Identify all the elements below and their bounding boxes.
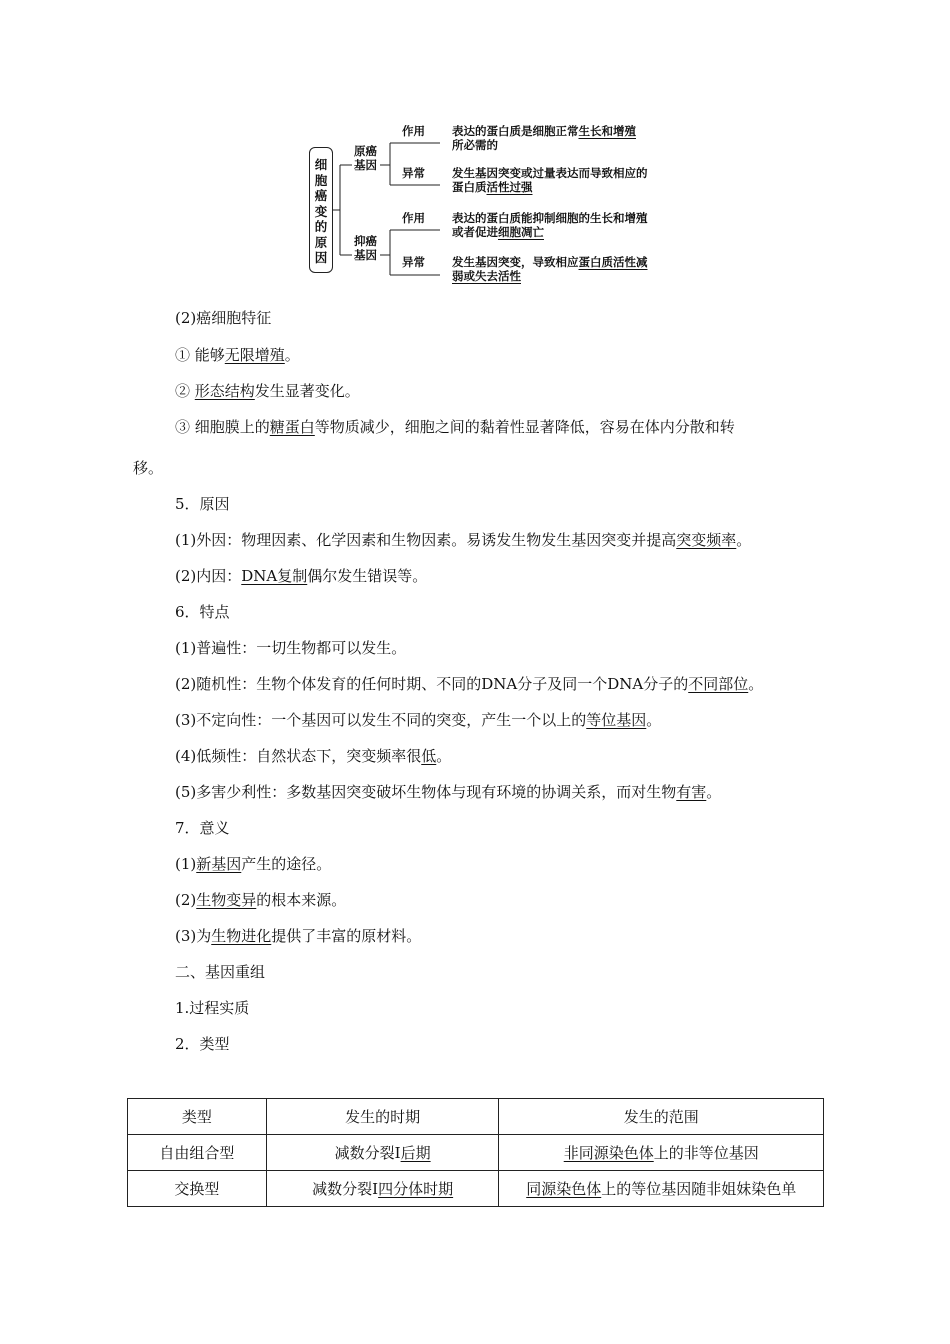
suppressor-role-line-2: 或者促进细胞凋亡: [452, 225, 544, 239]
table-cell: 交换型: [128, 1171, 267, 1207]
table-header-cell: 类型: [128, 1099, 267, 1135]
table-cell: 减数分裂Ⅰ四分体时期: [266, 1171, 499, 1207]
table-row: [128, 1135, 824, 1171]
table-cell: 减数分裂Ⅰ后期: [266, 1135, 499, 1171]
diagram-root: [309, 147, 333, 273]
suppressor-role-line-1: 表达的蛋白质能抑制细胞的生长和增殖: [452, 211, 648, 225]
suppressor-abnormal-text: [452, 255, 648, 283]
proto-abnormal-line-1: 发生基因突变或过量表达而导致相应的: [452, 166, 648, 180]
table-cell: 自由组合型: [128, 1135, 267, 1171]
line-universality: (1)普遍性：一切生物都可以发生。: [175, 639, 407, 657]
proto-role-text: [452, 124, 636, 152]
table-cell: 同源染色体上的等位基因随非姐妹染色单: [499, 1171, 824, 1207]
diagram-root-char: 变: [314, 203, 328, 219]
table-cell: 非同源染色体上的非等位基因: [499, 1135, 824, 1171]
line-significance-1: (1)新基因产生的途径。: [175, 855, 332, 873]
line-significance-2: (2)生物变异的根本来源。: [175, 891, 347, 909]
suppressor-role-label: 作用: [402, 211, 425, 225]
line-randomness: (2)随机性：生物个体发育的任何时期、不同的DNA分子及同一个DNA分子的不同部位。: [175, 675, 764, 693]
heading-cause: 5．原因: [175, 495, 230, 513]
table-header-cell: 发生的范围: [499, 1099, 824, 1135]
line-feature-3: ③ 细胞膜上的糖蛋白等物质减少，细胞之间的黏着性显著降低，容易在体内分散和转: [175, 418, 735, 436]
heading-features: 6．特点: [175, 603, 230, 621]
diagram-root-char: 细: [314, 157, 328, 172]
proto-abnormal-line-2: 蛋白质活性过强: [452, 180, 533, 194]
suppressor-abnormal-line-1: 发生基因突变，导致相应蛋白质活性减: [452, 255, 648, 269]
line-types: 2．类型: [175, 1035, 230, 1053]
table-header-row: [128, 1099, 824, 1135]
line-significance-3: (3)为生物进化提供了丰富的原材料。: [175, 927, 422, 945]
line-process-essence: 1.过程实质: [175, 999, 250, 1017]
heading-significance: 7．意义: [175, 819, 230, 837]
proto-oncogene-label: 原癌 基因: [354, 144, 377, 172]
proto-role-line-2: 所必需的: [452, 138, 498, 152]
heading-gene-recombination: 二、基因重组: [175, 963, 266, 981]
diagram-root-char: 因: [314, 250, 328, 265]
line-cancer-cell-features: (2)癌细胞特征: [175, 309, 272, 327]
proto-abnormal-label: 异常: [402, 166, 425, 180]
cancer-cause-diagram: [300, 118, 700, 290]
diagram-root-char: 原: [314, 234, 328, 250]
proto-role-label: 作用: [402, 124, 425, 138]
proto-abnormal-text: [452, 166, 648, 194]
recombination-types-table: [127, 1098, 824, 1207]
suppressor-abnormal-label: 异常: [402, 255, 425, 269]
line-feature-2: ② 形态结构发生显著变化。: [175, 382, 360, 400]
proto-role-line-1: 表达的蛋白质是细胞正常生长和增殖: [452, 124, 636, 138]
line-external-cause: (1)外因：物理因素、化学因素和生物因素。易诱发生物发生基因突变并提高突变频率。: [175, 531, 752, 549]
line-feature-3-cont: 移。: [133, 459, 164, 477]
tumor-suppressor-label: 抑癌 基因: [354, 234, 377, 262]
diagram-root-char: 胞: [314, 172, 328, 188]
line-low-frequency: (4)低频性：自然状态下，突变频率很低。: [175, 747, 452, 765]
suppressor-abnormal-line-2: 弱或失去活性: [452, 269, 521, 283]
line-feature-1: ① 能够无限增殖。: [175, 346, 300, 364]
diagram-root-char: 癌: [314, 188, 328, 203]
diagram-root-char: 的: [314, 219, 328, 234]
line-nondirectional: (3)不定向性：一个基因可以发生不同的突变，产生一个以上的等位基因。: [175, 711, 662, 729]
line-harmful: (5)多害少利性：多数基因突变破坏生物体与现有环境的协调关系，而对生物有害。: [175, 783, 722, 801]
line-internal-cause: (2)内因：DNA复制偶尔发生错误等。: [175, 567, 428, 585]
table-row: [128, 1171, 824, 1207]
table-header-cell: 发生的时期: [266, 1099, 499, 1135]
suppressor-role-text: [452, 211, 648, 239]
